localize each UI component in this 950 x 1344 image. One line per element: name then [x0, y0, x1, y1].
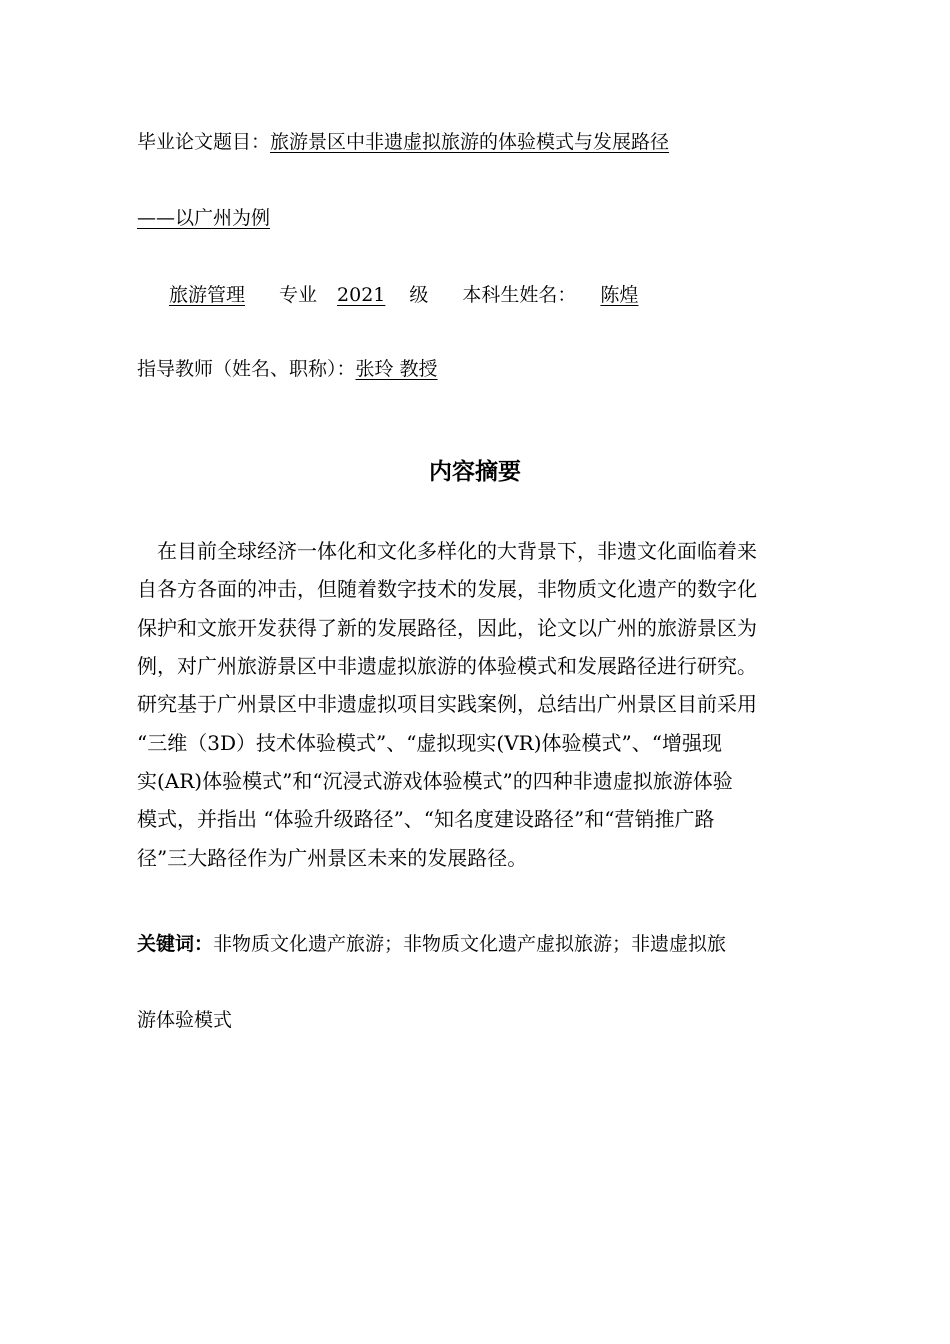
abstract-line: 例，对广州旅游景区中非遗虚拟旅游的体验模式和发展路径进行研究。 [137, 654, 757, 678]
thesis-subtitle-line [137, 206, 270, 230]
advisor-field [356, 358, 446, 380]
abstract-line: 实(AR)体验模式”和“沉浸式游戏体验模式”的四种非遗虚拟旅游体验 [137, 769, 733, 793]
keywords-label: 关键词： [137, 933, 214, 955]
thesis-title: 旅游景区中非遗虚拟旅游的体验模式与发展路径 [270, 131, 670, 153]
advisor-line [137, 357, 446, 381]
student-name-field [576, 284, 658, 306]
thesis-title-line [137, 130, 669, 154]
abstract-line: 研究基于广州景区中非遗虚拟项目实践案例，总结出广州景区目前采用 [137, 692, 757, 716]
abstract-line: 径”三大路径作为广州景区未来的发展路径。 [137, 846, 528, 870]
abstract-line: 模式，并指出 “体验升级路径”、“知名度建设路径”和“营销推广路 [137, 807, 715, 831]
student-name: 陈煌 [600, 284, 639, 306]
major-suffix: 专业 [279, 284, 318, 306]
keywords-line [137, 932, 726, 956]
keywords-line-continued [137, 1008, 232, 1032]
keywords-text-continued: 游体验模式 [137, 1009, 233, 1031]
year-value: 2021 [337, 284, 386, 306]
abstract-line: 在目前全球经济一体化和文化多样化的大背景下，非遗文化面临着来 [137, 539, 757, 563]
student-info-line [137, 283, 658, 307]
abstract-line: 自各方各面的冲击，但随着数字技术的发展，非物质文化遗产的数字化 [137, 577, 757, 601]
thesis-title-label: 毕业论文题目： [137, 131, 271, 153]
thesis-subtitle: ——以广州为例 [137, 207, 271, 229]
major-value: 旅游管理 [169, 284, 246, 306]
advisor-name: 张玲 教授 [355, 358, 438, 380]
student-name-label: 本科生姓名： [462, 284, 577, 306]
abstract-heading: 内容摘要 [429, 459, 521, 485]
year-suffix: 级 [409, 284, 429, 306]
abstract-line: “三维（3D）技术体验模式”、“虚拟现实(VR)体验模式”、“增强现 [137, 731, 722, 755]
year-field [317, 284, 409, 306]
major-field [137, 284, 279, 306]
advisor-label: 指导教师（姓名、职称）： [137, 358, 356, 380]
abstract-line: 保护和文旅开发获得了新的发展路径，因此，论文以广州的旅游景区为 [137, 616, 757, 640]
keywords-text: 非物质文化遗产旅游；非物质文化遗产虚拟旅游；非遗虚拟旅 [213, 933, 727, 955]
